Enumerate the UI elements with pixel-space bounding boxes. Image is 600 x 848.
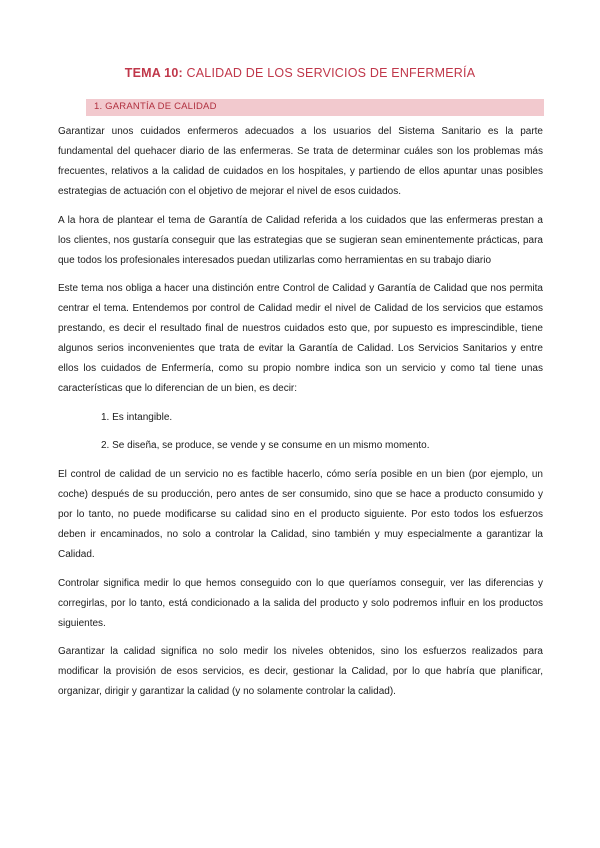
paragraph-1: Garantizar unos cuidados enfermeros adecuados a los usuarios del Sistema Sanitario es la parte fundamental del quehacer diario de las enfermeras. Se trata de determinar cuáles son los problemas más frecuentes, relativos a la calidad de cuidados en los hospitales, y partiendo de ellos apuntar unas posibles estrategias de actuación con el objetivo de mejorar el nivel de esos cuidados. xyxy=(58,126,543,197)
page-title xyxy=(0,66,600,80)
paragraph-5: Controlar significa medir lo que hemos conseguido con lo que queríamos conseguir, ver las diferencias y corregirlas, por lo tanto, está condicionado a la salida del producto y solo podremos influir en los productos siguientes. xyxy=(58,578,543,629)
section-heading-bar xyxy=(86,99,544,116)
list-item: 2. Se diseña, se produce, se vende y se consume en un mismo momento. xyxy=(101,440,430,451)
paragraph-3: Este tema nos obliga a hacer una distinción entre Control de Calidad y Garantía de Calidad que nos permita centrar el tema. Entendemos por control de Calidad medir el nivel de Calidad de los servicios que estamos prestando, es decir el resultado final de nuestros cuidados esto que, por supuesto es imprescindible, tiene algunos serios inconvenientes que trata de evitar la Garantía de Calidad. Los Servicios Sanitarios y entre ellos los cuidados de Enfermería, como su propio nombre indica son un servicio y como tal tiene unas características que lo diferencian de un bien, es decir: xyxy=(58,283,543,394)
paragraph-4: El control de calidad de un servicio no es factible hacerlo, cómo sería posible en un bien (por ejemplo, un coche) después de su producción, pero antes de ser consumido, sino que se hace a producto consumido y por lo tanto, no puede modificarse su calidad sino en el producto siguiente. Por esto todos los esfuerzos deben ir encaminados, no solo a controlar la Calidad, sino también y muy especialmente a garantizar la Calidad. xyxy=(58,469,543,560)
paragraph-2: A la hora de plantear el tema de Garantía de Calidad referida a los cuidados que las enfermeras prestan a los clientes, nos gustaría conseguir que las estrategias que se sugieran sean eminentemente prácticas, para que todos los profesionales interesados puedan utilizarlas como herramientas en su trabajo diario xyxy=(58,215,543,266)
section-heading: 1. GARANTÍA DE CALIDAD xyxy=(94,101,217,112)
title-text: CALIDAD DE LOS SERVICIOS DE ENFERMERÍA xyxy=(186,66,476,80)
title-number: TEMA 10: xyxy=(124,66,183,80)
list-item: 1. Es intangible. xyxy=(101,412,173,423)
paragraph-6: Garantizar la calidad significa no solo medir los niveles obtenidos, sino los esfuerzos realizados para modificar la provisión de esos servicios, es decir, gestionar la Calidad, por lo que habría que planificar, organizar, dirigir y garantizar la calidad (y no solamente controlar la calidad). xyxy=(58,646,543,697)
